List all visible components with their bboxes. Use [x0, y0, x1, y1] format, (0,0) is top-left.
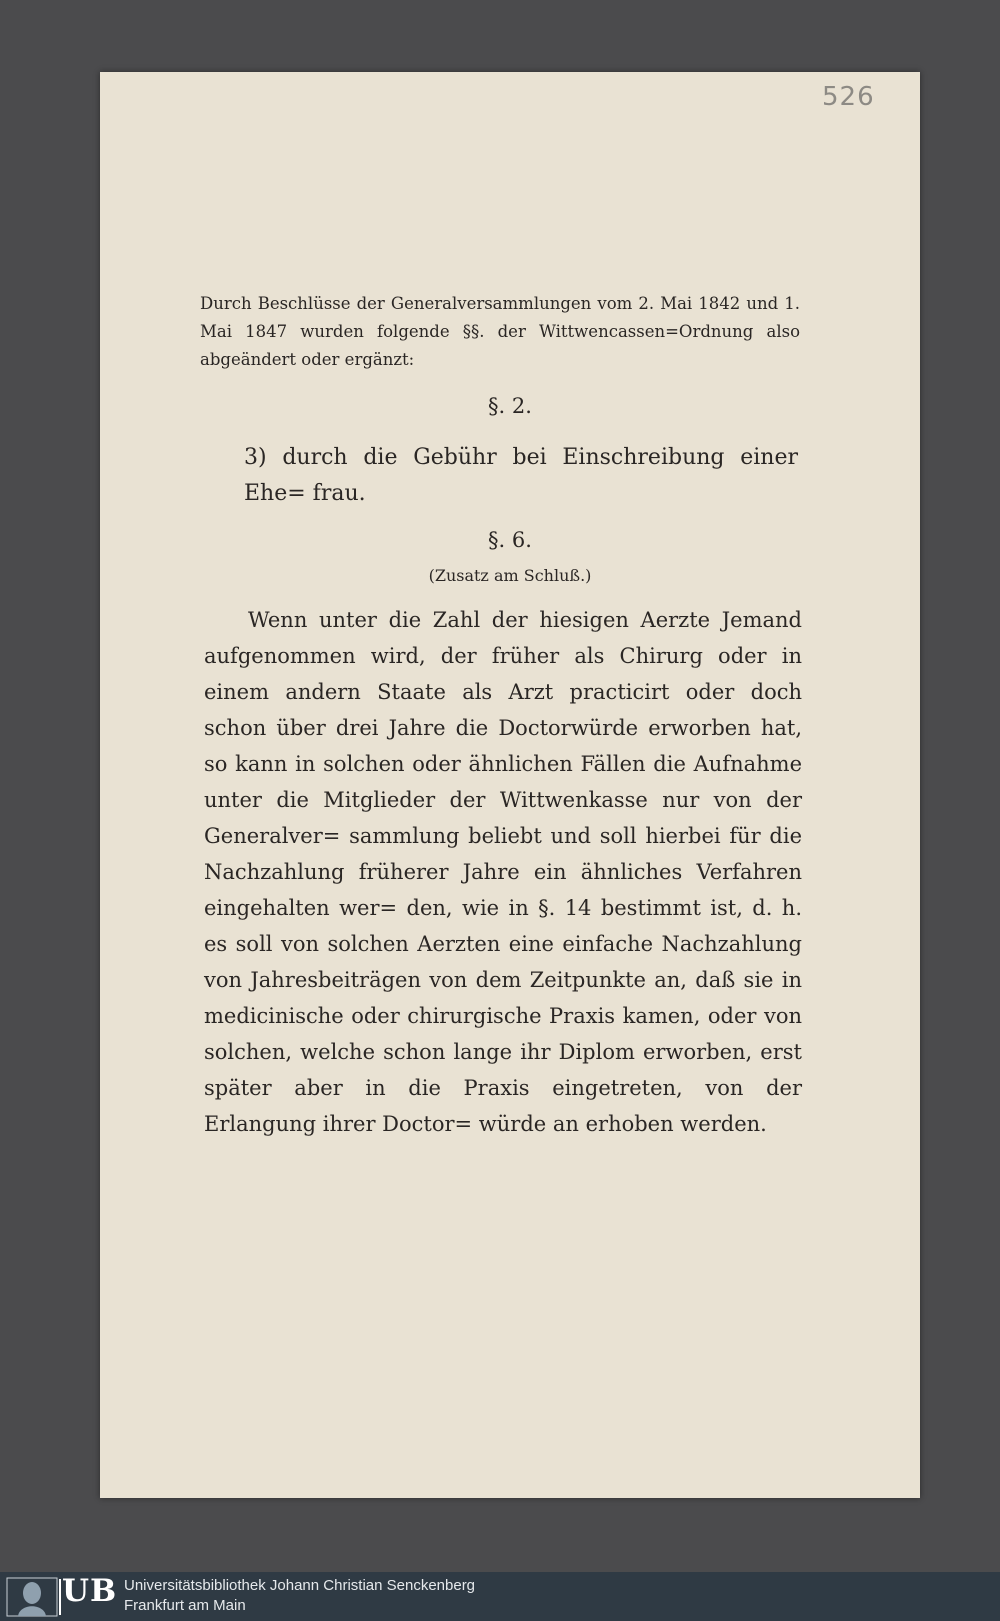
section-6-heading: §. 6.: [488, 528, 532, 552]
library-footer: [0, 1572, 1000, 1621]
section-6-paragraph: Wenn unter die Zahl der hiesigen Aerzte Jemand aufgenommen wird, der früher als Chirurg oder in einem andern Staate als Arzt practicirt oder doch schon über drei Jahre die Doctorwürde erworben hat, so kann in solchen oder ähnlichen Fällen die Aufnahme unter die Mitglieder der Wittwenkasse nur von der Generalver= sammlung beliebt und soll hierbei für die Nachzahlung früherer Jahre ein ähnliches Verfahren eingehalten wer= den, wie in §. 14 bestimmt ist, d. h. es soll von solchen Aerzten eine einfache Nachzahlung von Jahresbeiträgen von dem Zeitpunkte an, daß sie in medicinische oder chirurgische Praxis kamen, oder von solchen, welche schon lange ihr Diplom erworben, erst später aber in die Praxis eingetreten, von der Erlangung ihrer Doctor= würde an erhoben werden.: [204, 608, 802, 1136]
intro-paragraph: Durch Beschlüsse der Generalversammlungen vom 2. Mai 1842 und 1. Mai 1847 wurden folgende §§. der Wittwencassen=Ordnung also abgeändert oder ergänzt:: [200, 294, 800, 369]
section-2-heading: §. 2.: [488, 394, 532, 418]
section-2-text: 3) durch die Gebühr bei Einschreibung einer Ehe= frau.: [244, 445, 798, 506]
library-name: Universitätsbibliothek Johann Christian Senckenberg: [124, 1577, 476, 1594]
section-2-clause: [200, 440, 798, 512]
page-number: 526: [822, 82, 875, 112]
section-6-subtitle: (Zusatz am Schluß.): [428, 566, 592, 585]
library-city: Frankfurt am Main: [124, 1597, 246, 1614]
document-page: [100, 72, 920, 1498]
library-logo-text: UB: [62, 1573, 118, 1609]
